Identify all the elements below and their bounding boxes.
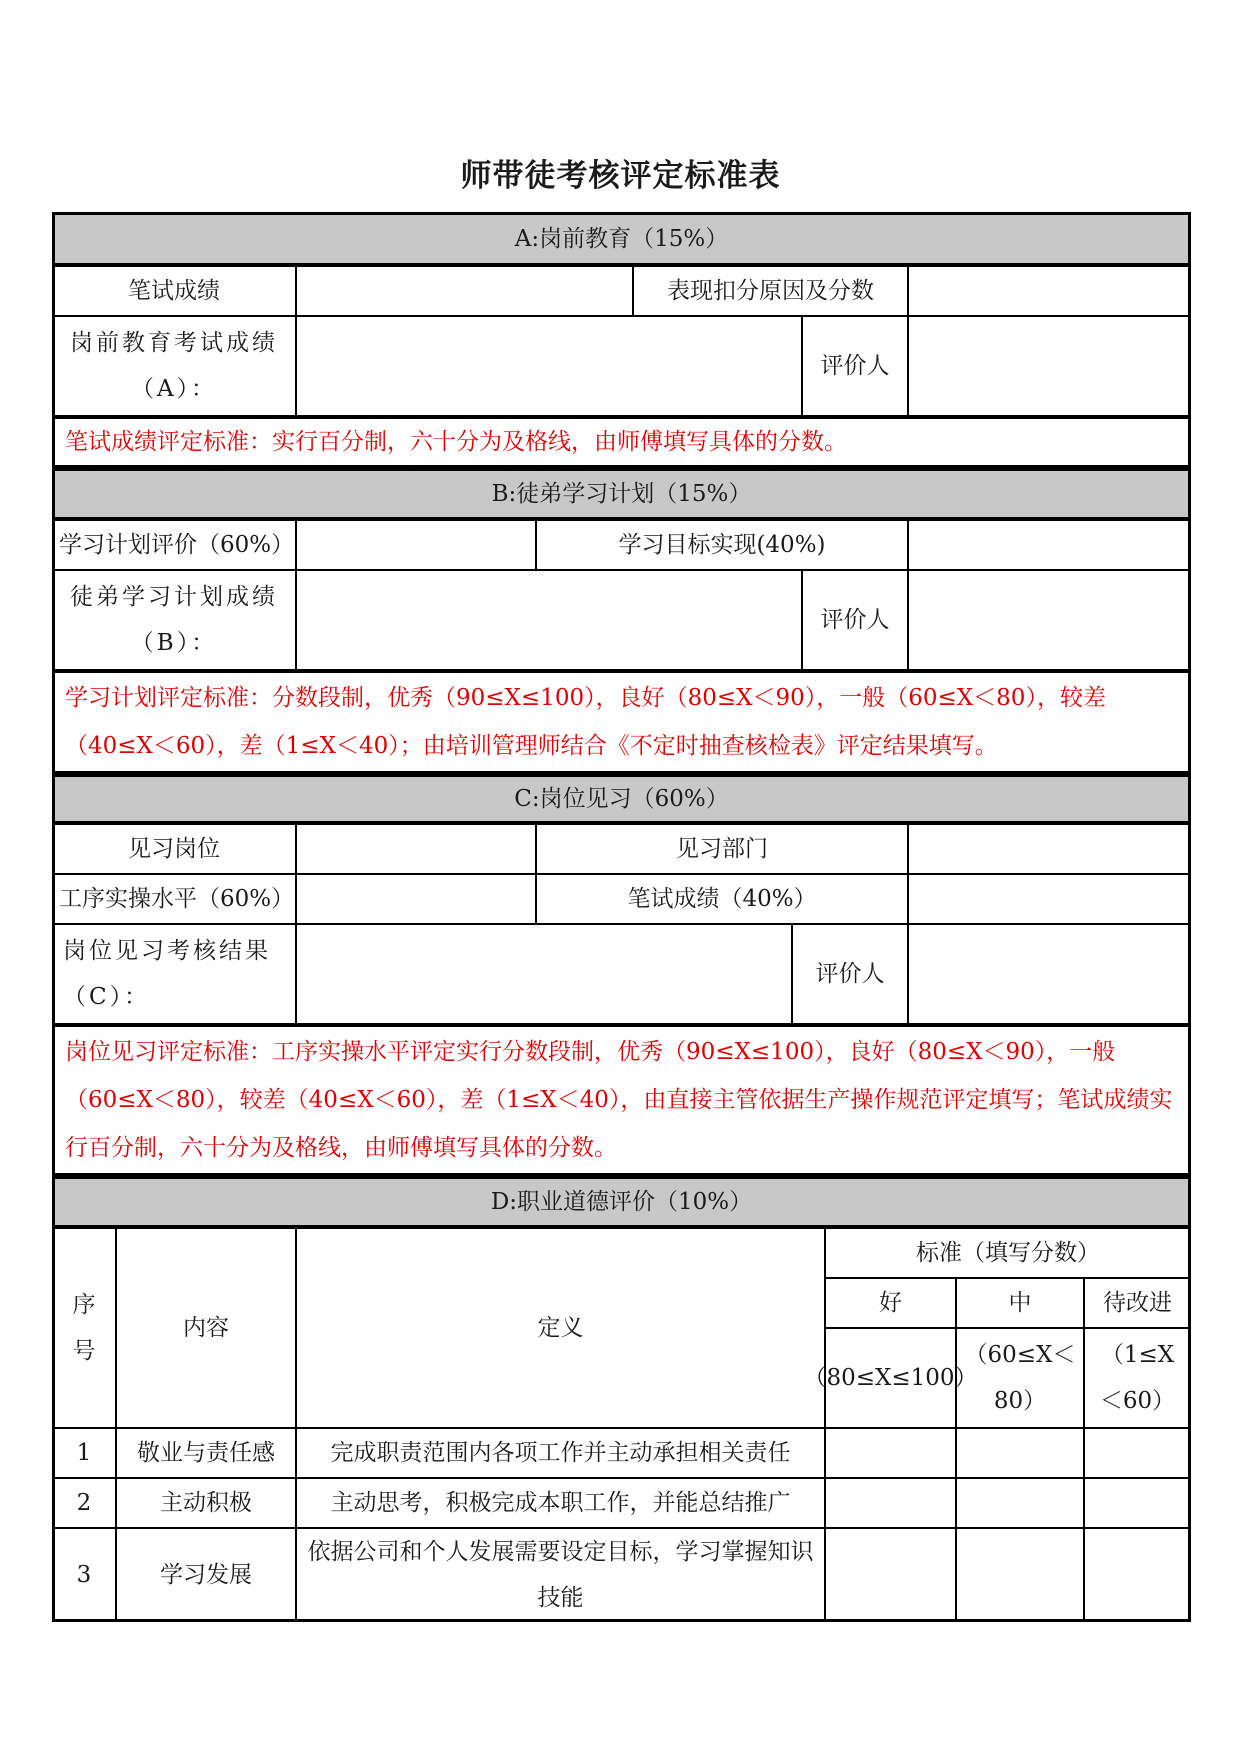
a-deduction-input[interactable] [908, 266, 1191, 316]
a-exam-score-label: 岗前教育考试成绩（A）： [52, 316, 296, 416]
d-row-2-mid-input[interactable] [956, 1478, 1084, 1528]
b-standard-note: 学习计划评定标准：分数段制，优秀（90≤X≤100），良好（80≤X＜90），一般（60≤X＜80），较差（40≤X＜60），差（1≤X＜40）；由培训管理师结合《不定时抽查核检表》评定结果填写。 [52, 670, 1191, 774]
d-col-improve-range: （1≤X＜60） [1084, 1328, 1191, 1428]
d-row-2-content: 主动积极 [116, 1478, 296, 1528]
section-b-header: B:徒弟学习计划（15%） [52, 468, 1191, 520]
b-plan-eval-label: 学习计划评价（60%） [52, 520, 296, 570]
d-row-1-good-input[interactable] [825, 1428, 956, 1478]
d-row-2-improve-input[interactable] [1084, 1478, 1191, 1528]
c-standard-note: 岗位见习评定标准：工序实操水平评定实行分数段制，优秀（90≤X≤100），良好（80≤X＜90），一般（60≤X＜80），较差（40≤X＜60），差（1≤X＜40），由直接主管依据生产操作规范评定填写；笔试成绩实行百分制，六十分为及格线，由师傅填写具体的分数。 [52, 1024, 1191, 1176]
c-operation-label: 工序实操水平（60%） [52, 874, 296, 924]
c-evaluator-label: 评价人 [792, 924, 908, 1024]
d-row-1-no: 1 [52, 1428, 116, 1478]
d-col-good: 好 [825, 1278, 956, 1328]
d-col-content: 内容 [116, 1228, 296, 1428]
d-row-1-content: 敬业与责任感 [116, 1428, 296, 1478]
c-post-label: 见习岗位 [52, 824, 296, 874]
d-col-no: 序号 [52, 1228, 116, 1428]
b-plan-score-input[interactable] [296, 570, 802, 670]
section-c-header: C:岗位见习（60%） [52, 774, 1191, 824]
a-evaluator-label: 评价人 [802, 316, 908, 416]
b-evaluator-label: 评价人 [802, 570, 908, 670]
a-written-score-input[interactable] [296, 266, 633, 316]
c-written-input[interactable] [908, 874, 1191, 924]
section-d-header: D:职业道德评价（10%） [52, 1176, 1191, 1228]
c-dept-label: 见习部门 [536, 824, 908, 874]
d-row-2-no: 2 [52, 1478, 116, 1528]
d-row-3-mid-input[interactable] [956, 1528, 1084, 1622]
b-goal-input[interactable] [908, 520, 1191, 570]
d-row-1-definition: 完成职责范围内各项工作并主动承担相关责任 [296, 1428, 825, 1478]
d-col-mid-range: （60≤X＜80） [956, 1328, 1084, 1428]
c-operation-input[interactable] [296, 874, 536, 924]
b-evaluator-input[interactable] [908, 570, 1191, 670]
d-col-mid: 中 [956, 1278, 1084, 1328]
section-a-header: A:岗前教育（15%） [52, 212, 1191, 266]
d-col-definition: 定义 [296, 1228, 825, 1428]
d-row-3-improve-input[interactable] [1084, 1528, 1191, 1622]
c-result-label: 岗位见习考核结果（C）： [52, 924, 296, 1024]
d-col-improve: 待改进 [1084, 1278, 1191, 1328]
c-written-label: 笔试成绩（40%） [536, 874, 908, 924]
b-plan-score-label: 徒弟学习计划成绩（B）： [52, 570, 296, 670]
c-dept-input[interactable] [908, 824, 1191, 874]
c-post-input[interactable] [296, 824, 536, 874]
d-row-1-improve-input[interactable] [1084, 1428, 1191, 1478]
d-row-3-no: 3 [52, 1528, 116, 1622]
c-result-input[interactable] [296, 924, 792, 1024]
a-standard-note: 笔试成绩评定标准：实行百分制，六十分为及格线，由师傅填写具体的分数。 [52, 416, 1191, 468]
b-goal-label: 学习目标实现(40%) [536, 520, 908, 570]
d-row-3-content: 学习发展 [116, 1528, 296, 1622]
d-col-good-range: （80≤X≤100） [825, 1328, 956, 1428]
c-evaluator-input[interactable] [908, 924, 1191, 1024]
d-row-3-good-input[interactable] [825, 1528, 956, 1622]
a-evaluator-input[interactable] [908, 316, 1191, 416]
page-title: 师带徒考核评定标准表 [460, 158, 781, 194]
a-deduction-label: 表现扣分原因及分数 [633, 266, 908, 316]
a-written-score-label: 笔试成绩 [52, 266, 296, 316]
d-row-2-good-input[interactable] [825, 1478, 956, 1528]
a-exam-score-input[interactable] [296, 316, 802, 416]
d-col-standard: 标准（填写分数） [825, 1228, 1191, 1278]
b-plan-eval-input[interactable] [296, 520, 536, 570]
d-row-3-definition: 依据公司和个人发展需要设定目标，学习掌握知识技能 [296, 1528, 825, 1622]
d-row-1-mid-input[interactable] [956, 1428, 1084, 1478]
d-row-2-definition: 主动思考，积极完成本职工作，并能总结推广 [296, 1478, 825, 1528]
